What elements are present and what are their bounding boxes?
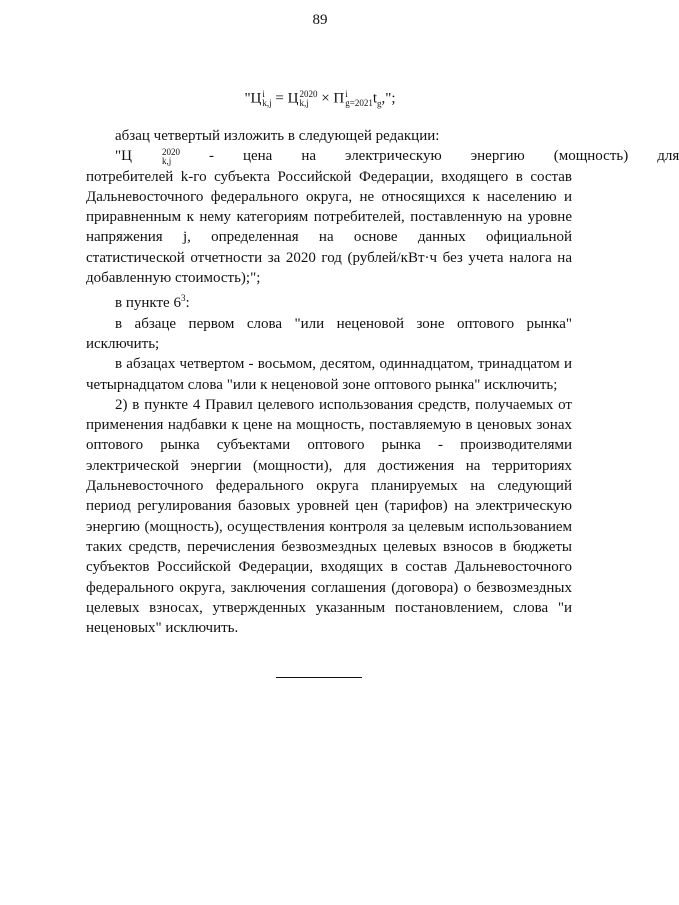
formula-close: ,"; bbox=[381, 90, 396, 107]
paragraph-5: в абзацах четвертом - восьмом, десятом, одиннадцатом, тринадцатом и четырнадцатом слова "или к неценовой зоне оптового рынка" исключить; bbox=[86, 356, 572, 393]
formula-index-3: i g=2021 bbox=[345, 89, 373, 108]
definition-word: энергию bbox=[470, 148, 525, 165]
formula-index-2: 2020 k,j bbox=[299, 89, 318, 108]
definition-term: "Ц 2020 k,j bbox=[115, 146, 180, 166]
paragraph-1: абзац четвертый изложить в следующей редакции: bbox=[115, 128, 440, 144]
definition-word: для bbox=[657, 148, 679, 165]
definition-word: (мощность) bbox=[553, 148, 629, 165]
definition-word: электрическую bbox=[345, 148, 442, 165]
formula-times: × П bbox=[317, 90, 345, 107]
end-separator-line bbox=[276, 677, 362, 678]
formula bbox=[0, 90, 640, 108]
definition-word: на bbox=[301, 148, 317, 165]
formula-sub-g: g bbox=[377, 98, 382, 109]
formula-t: t bbox=[372, 90, 378, 107]
formula-index-1: i k,j bbox=[262, 89, 272, 108]
paragraph-4: в абзаце первом слова "или неценовой зоне оптового рынка" исключить; bbox=[86, 315, 572, 352]
formula-eq: = Ц bbox=[271, 90, 299, 107]
definition-first-line bbox=[86, 146, 679, 166]
definition-word: - bbox=[208, 148, 214, 165]
paragraph-6: 2) в пункте 4 Правил целевого использования средств, получаемых от применения надбавки к цене на мощность, поставляемую в ценовых зонах оптового рынка субъектами оптового рынка - производителями электрической энергии (мощности), для достижения на территориях Дальневосточного федерального округа планируемых на следующий период регулирования базовых уровней цен (тарифов) на электрическую энергию (мощность), осуществления контроля за целевым использованием таких средств, перечисления безвозмездных целевых взносов в бюджеты субъектов Российской Федерации, входящих в состав Дальневосточного федерального округа, заключения соглашения (договора) о безвозмездных целевых взносах, утвержденных указанным постановлением, слова "и неценовых" исключить. bbox=[86, 396, 572, 637]
definition-word: цена bbox=[242, 148, 273, 165]
paragraph-3: в пункте $6^3$: bbox=[115, 293, 190, 312]
page-number: 89 bbox=[312, 12, 328, 28]
formula-open: "Ц bbox=[244, 90, 262, 107]
document-body bbox=[86, 126, 679, 638]
definition-rest: потребителей k-го субъекта Российской Федерации, входящего в состав Дальневосточного федерального округа, не относящихся к населению и приравненным к нему категориям потребителей, поставленную на уровне напряжения j, определенная на основе данных официальной статистической отчетности за 2020 год (рублей/кВт·ч без учета налога на добавленную стоимость);"; bbox=[86, 168, 572, 287]
